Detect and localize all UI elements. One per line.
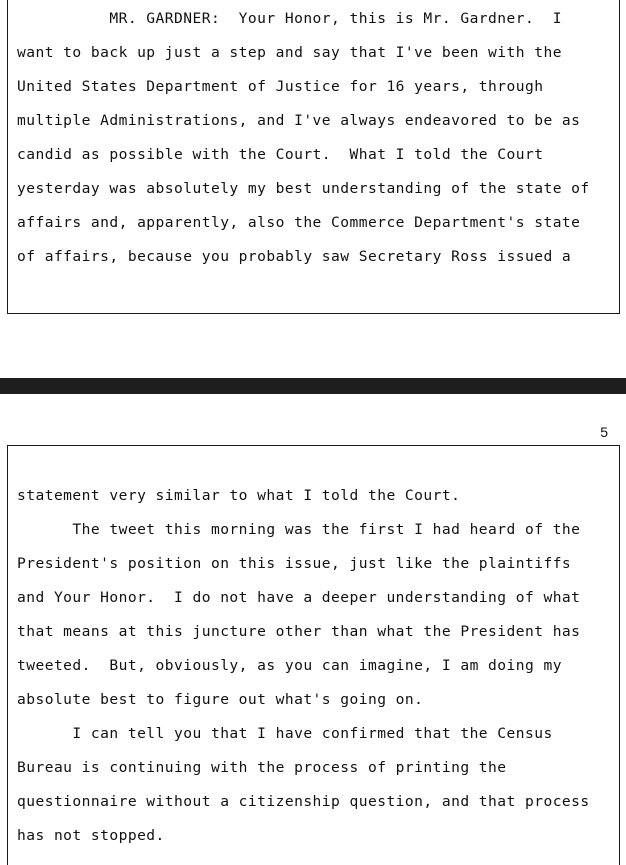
- transcript-page-bottom: [7, 445, 620, 865]
- transcript-line: President's position on this issue, just like the plaintiffs: [17, 555, 572, 572]
- transcript-page-top: [7, 0, 620, 314]
- transcript-line: MR. GARDNER: Your Honor, this is Mr. Gardner. I: [17, 10, 562, 27]
- transcript-line: of affairs, because you probably saw Secretary Ross issued a: [17, 248, 572, 265]
- transcript-line: The tweet this morning was the first I had heard of the: [17, 521, 581, 538]
- transcript-line: United States Department of Justice for 16 years, through: [17, 78, 544, 95]
- transcript-line: I can tell you that I have confirmed that the Census: [17, 725, 553, 742]
- transcript-line: statement very similar to what I told the Court.: [17, 487, 461, 504]
- transcript-line: that means at this juncture other than what the President has: [17, 623, 581, 640]
- transcript-line: has not stopped.: [17, 827, 165, 844]
- page-divider: [0, 378, 626, 394]
- transcript-line: want to back up just a step and say that I've been with the: [17, 44, 562, 61]
- transcript-line: candid as possible with the Court. What I told the Court: [17, 146, 544, 163]
- transcript-line: questionnaire without a citizenship question, and that process: [17, 793, 590, 810]
- page-number: 5: [600, 424, 608, 440]
- transcript-line: and Your Honor. I do not have a deeper understanding of what: [17, 589, 581, 606]
- transcript-line: Bureau is continuing with the process of printing the: [17, 759, 507, 776]
- transcript-line: affairs and, apparently, also the Commerce Department's state: [17, 214, 581, 231]
- transcript-line: absolute best to figure out what's going on.: [17, 691, 424, 708]
- transcript-line: tweeted. But, obviously, as you can imagine, I am doing my: [17, 657, 562, 674]
- transcript-line: multiple Administrations, and I've always endeavored to be as: [17, 112, 581, 129]
- transcript-line: yesterday was absolutely my best understanding of the state of: [17, 180, 590, 197]
